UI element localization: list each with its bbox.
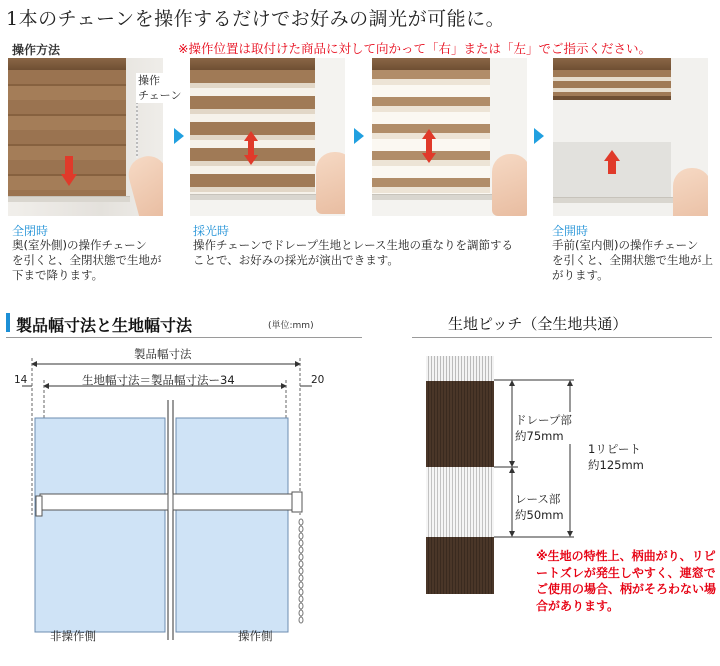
arrow-down-icon — [65, 156, 73, 176]
photo-light-control — [190, 58, 345, 216]
pitch-note: ※生地の特性上、柄曲がり、リピートズレが発生しやすく、連窓でご使用の場合、柄がそろわない場合があります。 — [536, 549, 717, 613]
step-desc-open: 手前(室内側)の操作チェーン を引くと、全開状態で生地が上 がります。 — [552, 238, 713, 282]
photo-open — [553, 58, 708, 216]
section-marker — [6, 313, 10, 332]
step-desc-light: 操作チェーンでドレープ生地とレース生地の重なりを調節する ことで、お好みの採光が演出できます。 — [193, 238, 514, 267]
headline: 1本のチェーンを操作するだけでお好みの調光が可能に。 — [6, 8, 506, 30]
step-label-closed: 全閉時 — [12, 224, 49, 238]
arrow-updown-icon — [418, 129, 440, 163]
photo-light-open — [372, 58, 527, 216]
next-arrow-icon — [354, 128, 364, 144]
left-offset-label: 14 — [14, 374, 28, 386]
chain-label: 操作 チェーン — [138, 74, 182, 102]
non-operating-side-label: 非操作側 — [50, 629, 96, 643]
section-divider — [412, 337, 712, 338]
right-offset-label: 20 — [311, 374, 325, 386]
fabric-width-label: 生地幅寸法＝製品幅寸法ー34 — [82, 373, 235, 387]
product-width-label: 製品幅寸法 — [134, 347, 192, 361]
section-divider — [6, 337, 362, 338]
fabric-swatch — [426, 356, 494, 594]
operating-side-label: 操作側 — [238, 629, 273, 643]
repeat-label: 1リピート 約125mm — [588, 442, 644, 472]
lace-label: レース部 約50mm — [515, 492, 564, 522]
pitch-title: 生地ピッチ（全生地共通） — [448, 315, 628, 333]
arrow-updown-icon — [240, 131, 262, 165]
dimensions-unit: (単位:mm) — [268, 321, 314, 331]
dimensions-title: 製品幅寸法と生地幅寸法 — [16, 316, 193, 335]
step-label-open: 全開時 — [552, 224, 589, 238]
arrow-down-head-icon — [61, 174, 77, 186]
operation-title: 操作方法 — [12, 43, 61, 57]
step-label-light: 採光時 — [193, 224, 230, 238]
next-arrow-icon — [534, 128, 544, 144]
arrow-up-icon — [603, 150, 621, 174]
drape-label: ドレープ部 約75mm — [515, 413, 572, 443]
next-arrow-icon — [174, 128, 184, 144]
operation-note: ※操作位置は取付けた商品に対して向かって「右」または「左」でご指示ください。 — [178, 41, 651, 56]
dimension-diagram — [0, 340, 360, 666]
step-desc-closed: 奥(室外側)の操作チェーン を引くと、全閉状態で生地が 下まで降ります。 — [12, 238, 162, 282]
